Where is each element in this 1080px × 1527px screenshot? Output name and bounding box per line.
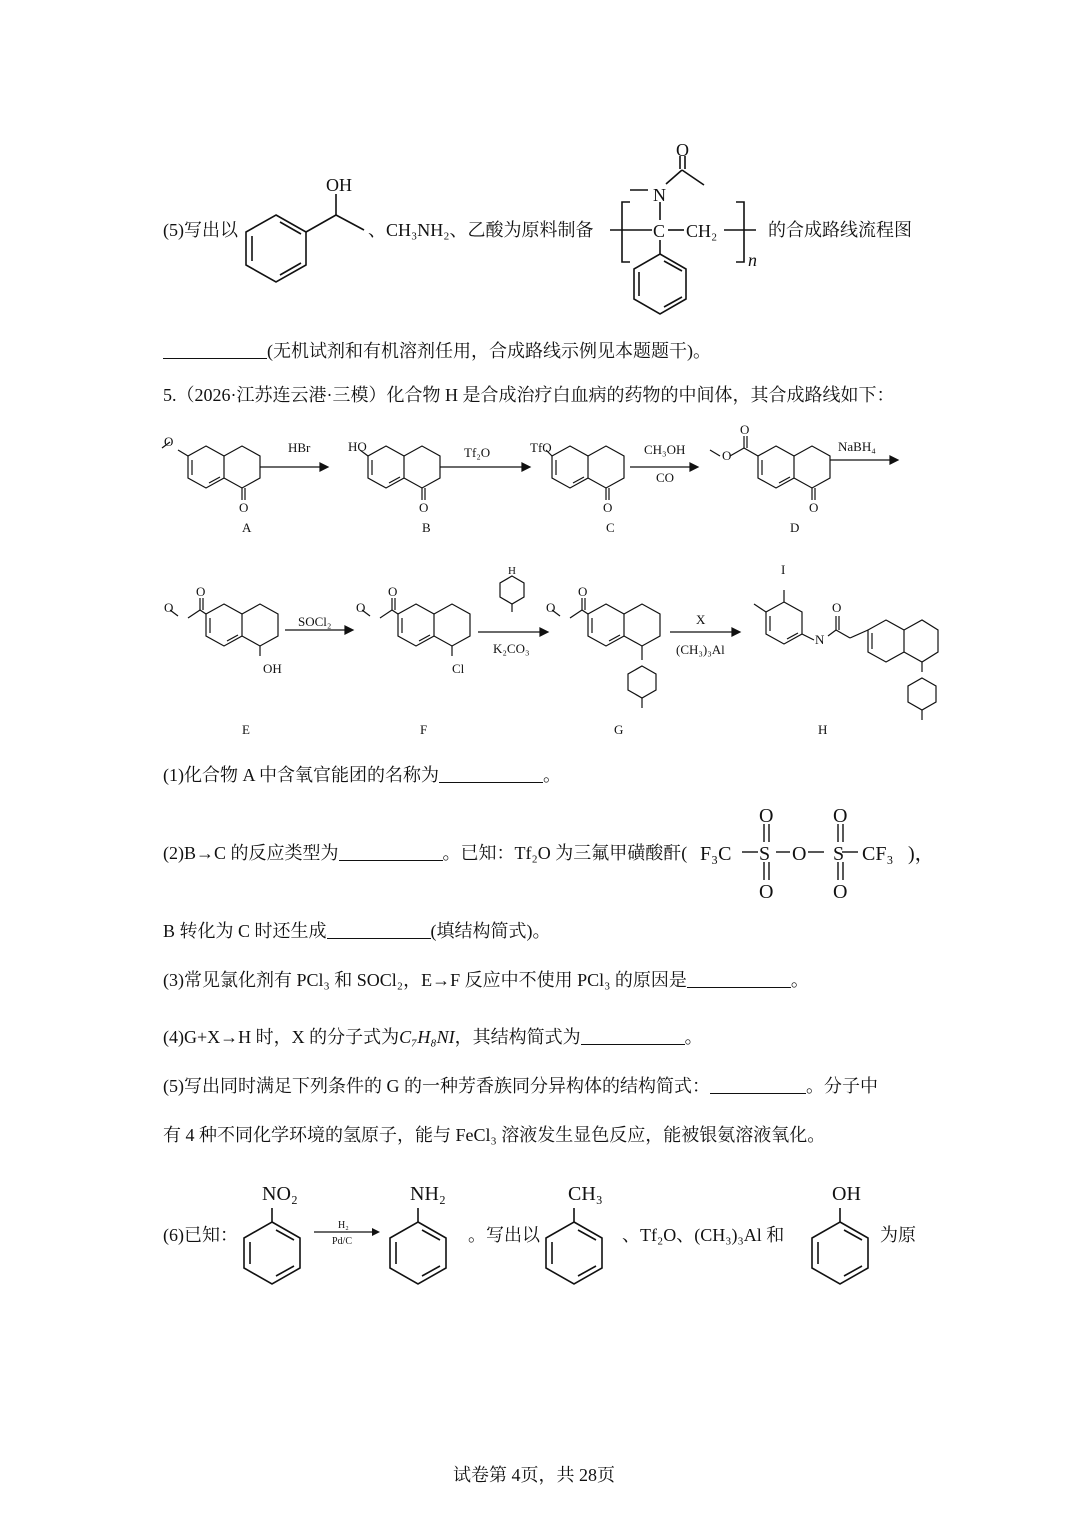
ketone-o-a: O <box>239 500 249 515</box>
no2-label: NO₂ <box>262 1183 298 1205</box>
q5-4-end: 。 <box>684 1027 703 1047</box>
oxygen-top-left: O <box>759 805 774 827</box>
reagent-alme3: (CH₃)₃Al <box>676 642 725 657</box>
q5-2-line2-end: (填结构简式)。 <box>430 921 551 941</box>
q5-4-text: (4)G+X→H 时，X 的分子式为 <box>163 1027 400 1047</box>
reagent-k2co3: K₂CO₃ <box>493 641 530 656</box>
q5-6-reagents: 、Tf₂O、(CH₃)₃Al 和 <box>622 1225 785 1245</box>
sulfur-right: S <box>833 843 845 865</box>
amide-n-h: N <box>815 632 825 647</box>
ester-o-e: O <box>164 600 174 615</box>
q5-header: 5.（2026·江苏连云港·三模）化合物 H 是合成治疗白血病的药物的中间体，其合成路线如下： <box>163 385 895 405</box>
hydroxy-e: OH <box>263 661 282 676</box>
c-atom: C <box>653 221 666 241</box>
q5-6-suffix: 为原 <box>880 1225 916 1245</box>
carbonyl-o-h: O <box>832 600 842 615</box>
triflate-c: TfO <box>530 440 552 455</box>
carbonyl-o: O <box>676 140 689 160</box>
answer-blank[interactable] <box>581 1028 685 1045</box>
carbonyl-o-g: O <box>578 584 588 599</box>
nh2-label: NH₂ <box>410 1183 446 1205</box>
piperazine-h: H <box>508 565 516 577</box>
oh-label: OH <box>326 175 352 195</box>
q5-2-text: (2)B→C 的反应类型为 <box>163 843 339 863</box>
cf3-right: CF₃ <box>862 843 894 865</box>
ch2-label: CH₂ <box>686 221 718 241</box>
q5-2-text-b: 。已知：Tf₂O 为三氟甲磺酸酐( <box>442 843 688 863</box>
carbonyl-o-f: O <box>388 584 398 599</box>
q5-5-line2: 有 4 种不同化学环境的氢原子，能与 FeCl₃ 溶液发生显色反应，能被银氨溶液氧化。 <box>163 1125 826 1145</box>
q5-2-line2 <box>163 922 551 940</box>
subscript-n: n <box>748 250 757 270</box>
q4-5-suffix: 的合成路线流程图 <box>768 220 912 240</box>
label-d: D <box>790 520 800 535</box>
chloro-f: Cl <box>452 661 465 676</box>
reagent-x: X <box>696 612 706 627</box>
q5-5-end: 。分子中 <box>805 1076 878 1096</box>
hydroxy-b: HO <box>348 439 367 454</box>
answer-blank[interactable] <box>439 766 543 783</box>
q5-3 <box>163 971 809 989</box>
label-b: B <box>422 520 431 535</box>
sulfur-left: S <box>759 843 771 865</box>
ester-o2-d: O <box>722 448 732 463</box>
q5-1-end: 。 <box>543 765 561 785</box>
reaction-scheme-row1 <box>160 420 920 545</box>
q5-2-line2-text: B 转化为 C 时还生成 <box>163 921 327 941</box>
phenol-structure <box>800 1178 880 1284</box>
q4-5-prefix: (5)写出以 <box>163 220 238 240</box>
nitrobenzene-structure <box>238 1178 318 1284</box>
toluene-structure <box>540 1178 620 1284</box>
reagent-co: CO <box>656 470 675 485</box>
q4-5-note-text: (无机试剂和有机溶剂任用，合成路线示例见本题题干)。 <box>267 341 711 361</box>
q5-4-text-b: ，其结构简式为 <box>454 1027 581 1047</box>
answer-blank[interactable] <box>327 922 431 939</box>
h2-reagent: H₂ <box>338 1220 349 1231</box>
reaction-scheme-row2 <box>160 560 940 740</box>
answer-blank[interactable] <box>163 342 267 359</box>
q4-5-mid: 、CH₃NH₂、乙酸为原料制备 <box>368 220 594 240</box>
ester-o-g: O <box>546 600 556 615</box>
oxygen-top-right: O <box>833 805 848 827</box>
q5-2 <box>163 844 687 862</box>
q5-5 <box>163 1077 878 1095</box>
reagent-nabh4: NaBH₄ <box>838 439 876 454</box>
triflic-anhydride-structure <box>700 805 935 903</box>
ketone-o-c: O <box>603 500 613 515</box>
formula-c7h8ni: C₇H₈NI <box>399 1027 455 1047</box>
methoxy-o: O <box>164 434 174 449</box>
oxygen-bottom-left: O <box>759 881 774 903</box>
polymer-structure <box>600 140 770 315</box>
cf3-left: F₃C <box>700 843 732 865</box>
q5-1-text: (1)化合物 A 中含氧官能团的名称为 <box>163 765 439 785</box>
label-e: E <box>242 722 250 737</box>
answer-blank[interactable] <box>710 1077 806 1094</box>
oh-label-phenol: OH <box>832 1183 861 1205</box>
label-a: A <box>242 520 252 535</box>
q5-3-text: (3)常见氯化剂有 PCl₃ 和 SOCl₂，E→F 反应中不使用 PCl₃ 的原因是 <box>163 970 687 990</box>
phenylethanol-structure <box>238 170 368 285</box>
bridge-oxygen: O <box>792 843 807 865</box>
label-c: C <box>606 520 615 535</box>
pdc-reagent: Pd/C <box>332 1236 353 1247</box>
carbonyl-o-e: O <box>196 584 206 599</box>
page-footer: 试卷第 4页，共 28页 <box>453 1465 615 1485</box>
ketone-o-d: O <box>809 500 819 515</box>
ch3-label: CH₃ <box>568 1183 603 1205</box>
reagent-socl2: SOCl₂ <box>298 614 332 629</box>
reduction-arrow <box>312 1218 382 1246</box>
n-atom: N <box>653 185 666 205</box>
iodo-h: I <box>781 562 786 577</box>
reagent-hbr: HBr <box>288 440 311 455</box>
label-g: G <box>614 722 624 737</box>
q5-3-end: 。 <box>790 970 809 990</box>
q5-6-mid: 。写出以 <box>468 1225 540 1245</box>
oxygen-bottom-right: O <box>833 881 848 903</box>
reagent-tf2o: Tf₂O <box>464 445 491 460</box>
label-h: H <box>818 722 828 737</box>
q5-6-prefix: (6)已知： <box>163 1225 238 1245</box>
q5-1 <box>163 766 561 784</box>
q5-4 <box>163 1028 703 1046</box>
q5-2-close: )， <box>908 843 935 865</box>
ester-o-f: O <box>356 600 366 615</box>
ester-o-d: O <box>740 422 750 437</box>
ketone-o-b: O <box>419 500 429 515</box>
aniline-structure <box>384 1178 464 1284</box>
answer-blank[interactable] <box>339 844 443 861</box>
reagent-ch3oh: CH₃OH <box>644 442 686 457</box>
label-f: F <box>420 722 428 737</box>
q4-5-note <box>163 342 711 360</box>
q5-5-text: (5)写出同时满足下列条件的 G 的一种芳香族同分异构体的结构简式： <box>163 1076 710 1096</box>
answer-blank[interactable] <box>687 971 791 988</box>
